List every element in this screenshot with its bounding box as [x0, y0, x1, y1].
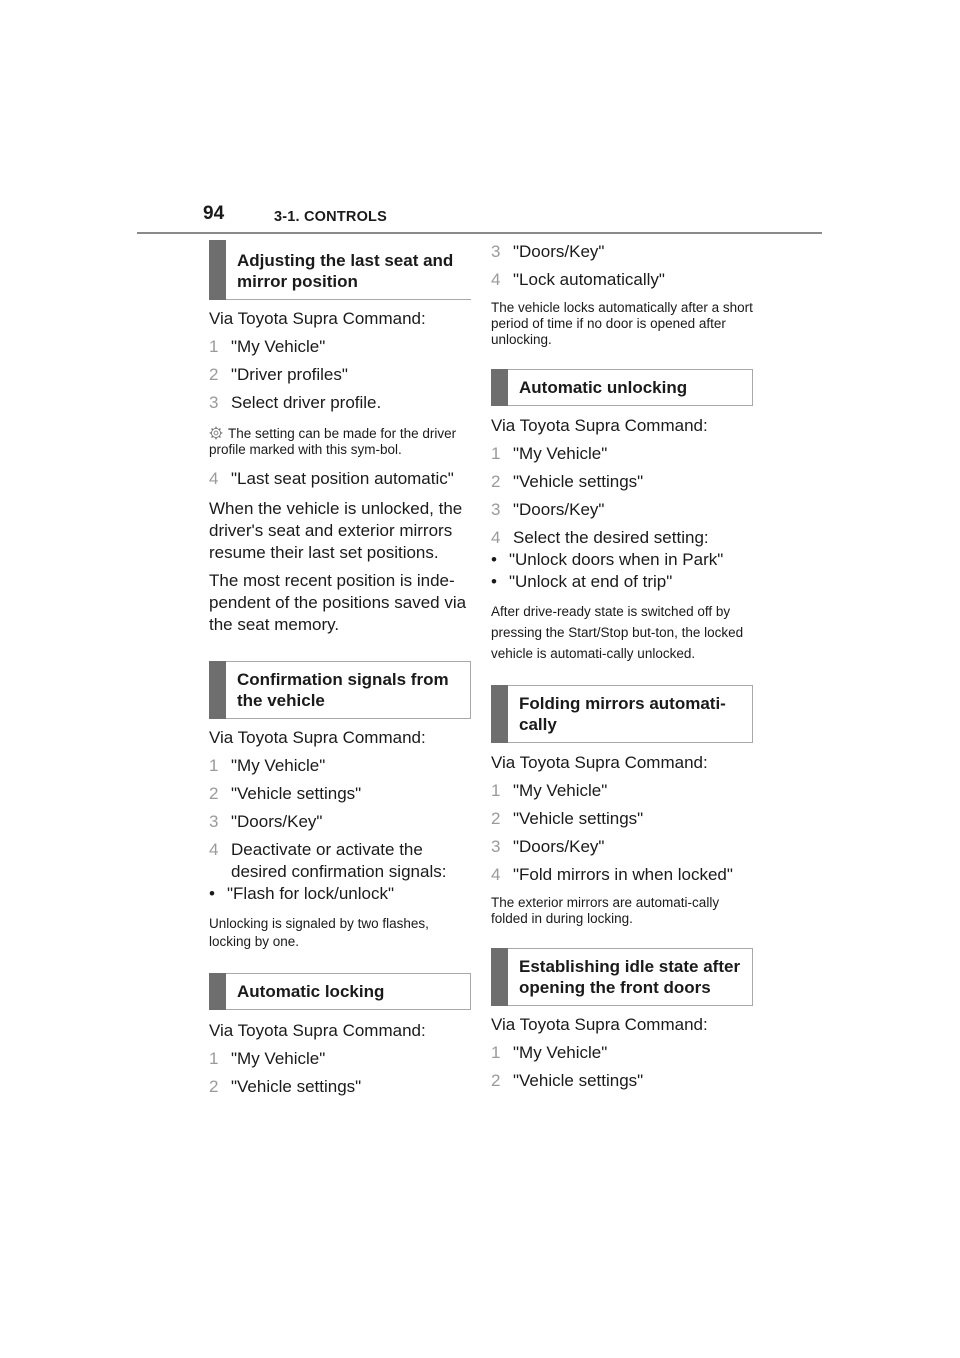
step-item: [491, 443, 753, 465]
step-text: "Vehicle settings": [513, 472, 644, 491]
step-number: 1: [209, 337, 219, 356]
section-title: 3-1. CONTROLS: [274, 209, 387, 225]
bullet-dot: •: [491, 572, 497, 591]
step-number: 2: [491, 1071, 501, 1090]
step-number: 1: [209, 756, 219, 775]
note-text: The vehicle locks automatically after a short period of time if no door is opened after unlocking.: [491, 300, 753, 347]
step-text: "Fold mirrors in when locked": [513, 865, 733, 884]
step-item: [491, 241, 753, 263]
step-number: 4: [209, 469, 219, 488]
step-number: 4: [491, 528, 501, 547]
note-text: After drive-ready state is switched off by pressing the Start/Stop but-ton, the locked vehicle is automati-cally unlocked.: [491, 604, 744, 661]
header-rule: [137, 232, 822, 234]
step-number: 3: [209, 812, 219, 831]
step-number: 2: [209, 365, 219, 384]
step-item: [491, 836, 753, 858]
step-number: 1: [491, 444, 501, 463]
step-number: 4: [491, 865, 501, 884]
intro-text: Via Toyota Supra Command:: [209, 1021, 426, 1040]
step-number: 3: [209, 393, 219, 412]
step-item: [209, 755, 471, 777]
heading-box-confirmation: [209, 661, 471, 719]
intro-text: Via Toyota Supra Command:: [491, 416, 708, 435]
step-item: [209, 1076, 471, 1098]
step-text: "Doors/Key": [513, 242, 605, 261]
step-number: 2: [491, 809, 501, 828]
step-item: [209, 1048, 471, 1070]
step-text: "My Vehicle": [231, 756, 326, 775]
paragraph: The most recent position is inde-pendent of the positions saved via the seat memory.: [209, 571, 467, 634]
bullet-text: "Unlock doors when in Park": [509, 550, 724, 569]
step-text: "My Vehicle": [513, 444, 608, 463]
step-text: "Vehicle settings": [231, 1077, 362, 1096]
note-text: Unlocking is signaled by two flashes, locking by one.: [209, 916, 429, 949]
step-number: 1: [491, 781, 501, 800]
bullet-text: "Flash for lock/unlock": [227, 884, 395, 903]
step-text: Deactivate or activate the desired confirmation signals:: [231, 840, 447, 881]
step-item: [491, 527, 753, 549]
intro-text: Via Toyota Supra Command:: [209, 728, 426, 747]
page-number: 94: [203, 203, 225, 224]
intro-text: Via Toyota Supra Command:: [491, 1015, 708, 1034]
step-text: "My Vehicle": [513, 781, 608, 800]
step-text: "Doors/Key": [513, 500, 605, 519]
step-text: "Vehicle settings": [513, 1071, 644, 1090]
heading-confirmation: Confirmation signals from the vehicle: [237, 670, 449, 710]
heading-last-seat: Adjusting the last seat and mirror position: [237, 251, 454, 291]
step-item: [209, 336, 471, 358]
heading-box-folding-mirrors: [491, 685, 753, 743]
bullet-item: [491, 571, 753, 593]
step-item: [491, 269, 753, 291]
step-number: 3: [491, 500, 501, 519]
note-text: The exterior mirrors are automati-cally folded in during locking.: [491, 895, 720, 926]
right-column: [491, 240, 753, 1092]
step-text: Select the desired setting:: [513, 528, 709, 547]
step-item: [209, 468, 471, 490]
step-number: 2: [209, 1077, 219, 1096]
step-item: [209, 364, 471, 386]
step-text: "Vehicle settings": [513, 809, 644, 828]
left-column: [209, 240, 471, 1098]
step-text: "Vehicle settings": [231, 784, 362, 803]
step-text: Select driver profile.: [231, 393, 382, 412]
heading-box-auto-unlocking: [491, 369, 753, 406]
step-number: 1: [209, 1049, 219, 1068]
bullet-item: [209, 883, 471, 905]
step-item: [491, 471, 753, 493]
heading-idle-state: Establishing idle state after opening the front doors: [519, 957, 741, 997]
heading-auto-unlocking: Automatic unlocking: [519, 378, 688, 397]
step-number: 4: [491, 270, 501, 289]
driver-profile-gear-icon: [209, 426, 223, 440]
note-driver-profile: [209, 426, 471, 458]
step-text: "My Vehicle": [513, 1043, 608, 1062]
step-item: [491, 1070, 753, 1092]
bullet-dot: •: [209, 884, 215, 903]
heading-box-auto-locking: [209, 973, 471, 1010]
heading-box-idle-state: [491, 948, 753, 1006]
step-item: [209, 811, 471, 833]
step-number: 2: [491, 472, 501, 491]
step-item: [491, 780, 753, 802]
step-text: "My Vehicle": [231, 1049, 326, 1068]
heading-folding-mirrors: Folding mirrors automati-cally: [519, 694, 726, 734]
heading-auto-locking: Automatic locking: [237, 982, 385, 1001]
step-text: "Doors/Key": [231, 812, 323, 831]
intro-text: Via Toyota Supra Command:: [209, 309, 426, 328]
step-text: "Doors/Key": [513, 837, 605, 856]
paragraph: When the vehicle is unlocked, the driver's seat and exterior mirrors resume their last set positions.: [209, 499, 463, 562]
step-text: "Driver profiles": [231, 365, 348, 384]
step-item: [209, 839, 471, 883]
step-number: 2: [209, 784, 219, 803]
bullet-item: [491, 549, 753, 571]
step-number: 1: [491, 1043, 501, 1062]
step-item: [491, 499, 753, 521]
step-number: 3: [491, 837, 501, 856]
step-text: "Last seat position automatic": [231, 469, 454, 488]
step-item: [209, 783, 471, 805]
intro-text: Via Toyota Supra Command:: [491, 753, 708, 772]
step-item: [491, 1042, 753, 1064]
step-text: "My Vehicle": [231, 337, 326, 356]
bullet-text: "Unlock at end of trip": [509, 572, 673, 591]
note-text: The setting can be made for the driver profile marked with this sym-bol.: [209, 426, 457, 457]
step-item: [209, 392, 471, 414]
step-number: 4: [209, 840, 219, 859]
step-item: [491, 864, 753, 886]
heading-box-last-seat: [209, 240, 471, 300]
step-text: "Lock automatically": [513, 270, 665, 289]
bullet-dot: •: [491, 550, 497, 569]
step-item: [491, 808, 753, 830]
step-number: 3: [491, 242, 501, 261]
